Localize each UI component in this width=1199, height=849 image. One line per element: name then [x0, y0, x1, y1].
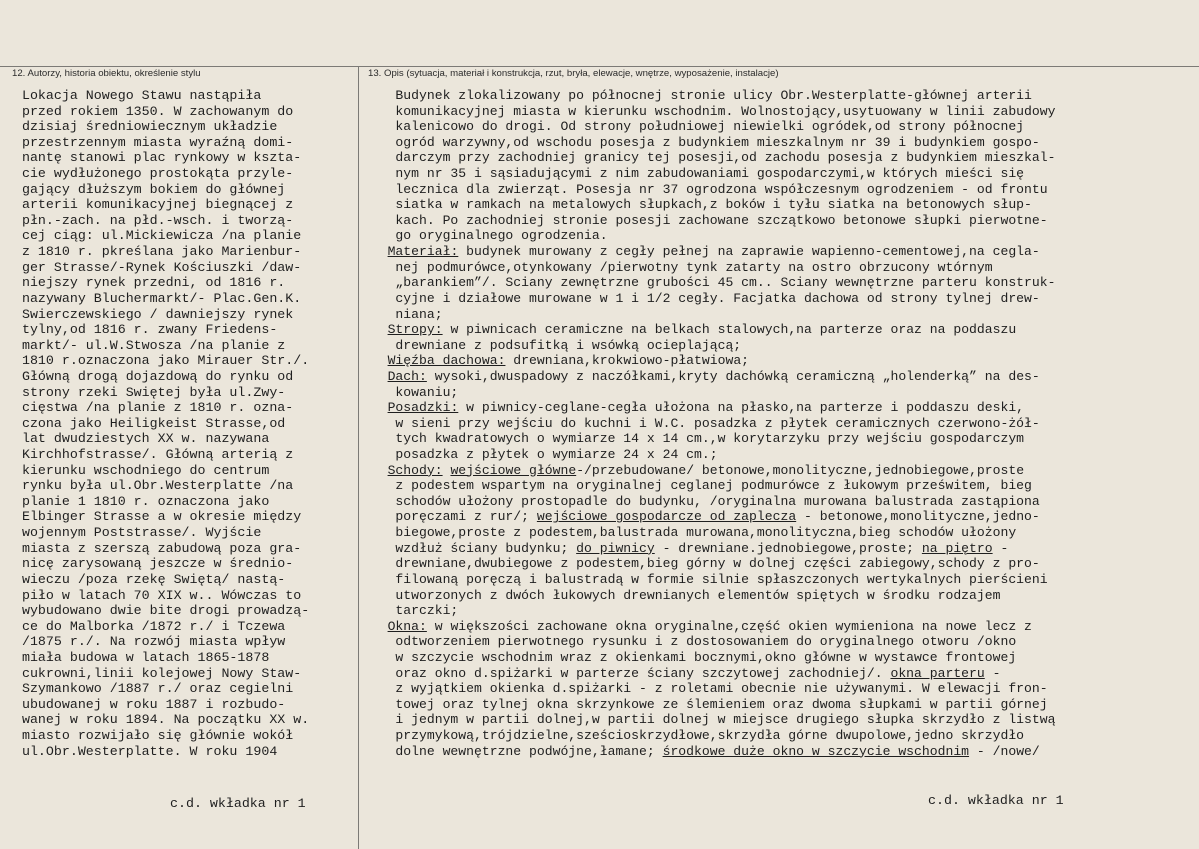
text-segment: ogród warzywny,od wschodu posesja z budynkiem mieszkalnym nr 39 i budynkiem gospo- — [364, 134, 1040, 150]
section-12-footer: c.d. wkładka nr 1 — [170, 796, 306, 811]
text-segment — [364, 353, 388, 368]
text-segment — [364, 463, 388, 478]
section-12-line: strony rzeki Swiętej była ul.Zwy- — [6, 384, 286, 400]
text-segment: wysoki,dwuspadowy z naczółkami,kryty dachówką ceramiczną „holenderką” na des- — [426, 368, 1040, 384]
section-13-line — [364, 385, 1055, 401]
section-12-line: wojennym Poststrasse/. Wyjście — [6, 525, 262, 541]
section-12-line: ul.Obr.Westerplatte. W roku 1904 — [6, 743, 278, 759]
section-12-line: rynku była ul.Obr.Westerplatte /na — [6, 478, 294, 494]
text-segment: biegowe,proste z podestem,balustrada murowana,monolityczna,bieg schodów ułożony — [364, 525, 1017, 541]
text-segment: filowaną poręczą i balustradą w formie silnie spłaszczonych wertykalnych pierścieni — [364, 571, 1048, 587]
section-12-line: Elbinger Strasse a w okresie między — [6, 509, 302, 525]
section-12-line: Lokacja Nowego Stawu nastąpiła — [6, 88, 262, 103]
text-segment: w sieni przy wejściu do kuchni i W.C. posadzka z płytek ceramicznych czerwono-żół- — [364, 415, 1040, 431]
section-12-line: wybudowano dwie bite drogi prowadzą- — [6, 603, 310, 619]
text-segment: siatka w ramkach na metalowych słupkach,z boków i tyłu siatka na betonowych słup- — [364, 197, 1032, 213]
section-13-line — [364, 619, 1055, 635]
section-13-line — [364, 197, 1055, 213]
section-12-line: cięstwa /na planie z 1810 r. ozna- — [6, 400, 294, 416]
section-12-line: cukrowni,linii kolejowej Nowy Staw- — [6, 665, 302, 681]
section-13-line — [364, 681, 1055, 697]
text-segment: w piwnicy-ceglane-cegła ułożona na płasko,na parterze i poddaszu deski, — [458, 400, 1025, 416]
section-12-line: z 1810 r. pkreślana jako Marienbur- — [6, 244, 302, 260]
section-12-line: cej ciąg: ul.Mickiewicza /na planie — [6, 228, 302, 244]
text-segment: kalenicowo do drogi. Od strony południowej niewielki ogródek,od strony północnej — [364, 119, 1025, 135]
text-segment — [364, 244, 388, 259]
text-segment: niana; — [364, 306, 443, 322]
section-12-line: nazywany Bluchermarkt/- Plac.Gen.K. — [6, 290, 302, 306]
section-12-line: przestrzennym miasta wyraźną domi- — [6, 134, 294, 150]
section-13-line — [364, 744, 1055, 760]
text-segment: nym nr 35 i sąsiadującymi z nim zabudowaniami gospodarczymi,w których mieści się — [364, 166, 1025, 182]
section-12-line: gający dłuższym bokiem do głównej — [6, 181, 286, 197]
section-12-line: wieczu /poza rzekę Swiętą/ nastą- — [6, 571, 286, 587]
section-13-line — [364, 541, 1055, 557]
section-13-line — [364, 150, 1055, 166]
text-segment — [364, 619, 388, 634]
section-12-line: ger Strasse/-Rynek Kościuszki /daw- — [6, 259, 302, 275]
text-segment: - drewniane.jednobiegowe,proste; — [654, 540, 922, 556]
section-13-line — [364, 416, 1055, 432]
text-segment — [364, 400, 388, 415]
text-segment: odtworzeniem pierwotnego rysunku i z dostosowaniem do oryginalnego otworu /okno — [364, 634, 1017, 650]
text-segment: posadzka z płytek o wymiarze 24 x 24 cm.; — [364, 447, 718, 463]
underlined-term: Materiał: — [387, 244, 459, 260]
section-12-line: miasta z szerszą zabudową poza gra- — [6, 540, 302, 556]
section-13-line — [364, 666, 1055, 682]
underlined-term: wejściowe główne — [450, 462, 577, 478]
text-segment: drewniana,krokwiowo-płatwiowa; — [505, 353, 750, 369]
text-segment: budynek murowany z cegły pełnej na zaprawie wapienno-cementowej,na cegla- — [458, 244, 1040, 260]
text-segment: tych kwadratowych o wymiarze 14 x 14 cm.,w korytarzyku przy wejściu gospodarczym — [364, 431, 1025, 447]
underlined-term: wejściowe gospodarcze od zaplecza — [536, 509, 797, 525]
text-segment: „barankiem”/. Sciany zewnętrzne grubości 45 cm.. Sciany wewnętrzne parteru konstruk- — [364, 275, 1056, 291]
section-13-line — [364, 322, 1055, 338]
underlined-term: środkowe duże okno w szczycie wschodnim — [662, 743, 970, 759]
section-12-line: nicę zarysowaną jeszcze w średnio- — [6, 556, 294, 572]
text-segment: darczym przy zachodniej granicy tej posesji,od zachodu posesja z budynkiem mieszkal- — [364, 150, 1056, 166]
section-13-line — [364, 463, 1055, 479]
text-segment: kach. Po zachodniej stronie posesji zachowane szczątkowo betonowe słupki pierwotne- — [364, 212, 1048, 228]
section-12-line: markt/- ul.W.Stwosza /na planie z — [6, 337, 286, 353]
section-13-line — [364, 447, 1055, 463]
underlined-term: Schody: — [387, 462, 443, 478]
underlined-term: Więźba dachowa: — [387, 353, 506, 369]
section-13-line — [364, 478, 1055, 494]
section-13-line — [364, 494, 1055, 510]
section-13-line — [364, 291, 1055, 307]
section-12-text — [6, 88, 309, 759]
section-13-line — [364, 556, 1055, 572]
section-12-line: płn.-zach. na płd.-wsch. i tworzą- — [6, 212, 294, 228]
section-12-line: ce do Malborka /1872 r./ i Tczewa — [6, 618, 286, 634]
section-12-line: Swierczewskiego / dawniejszy rynek — [6, 306, 294, 322]
section-12-line: /1875 r./. Na rozwój miasta wpływ — [6, 634, 286, 650]
section-13-line — [364, 634, 1055, 650]
section-13-line — [364, 338, 1055, 354]
text-segment: - betonowe,monolityczne,jedno- — [796, 509, 1040, 525]
text-segment: nej podmurówce,otynkowany /pierwotny tynk zatarty na ostro obrzucony wtórnym — [364, 259, 993, 275]
underlined-term: na piętro — [921, 540, 993, 556]
text-segment: przymykową,trójdzielne,sześcioskrzydłowe,skrzydła górne dwupolowe,jedno skrzydło — [364, 727, 1025, 743]
text-segment: cyjne i działowe murowane w 1 i 1/2 cegły. Facjatka dachowa od strony tylnej drew- — [364, 290, 1040, 306]
text-segment: - /nowe/ — [969, 743, 1040, 759]
underlined-term: Dach: — [387, 368, 427, 384]
section-13-line — [364, 88, 1055, 104]
text-segment: go oryginalnego ogrodzenia. — [364, 228, 608, 244]
text-segment: drewniane z podsufitką i wsówką ocieplającą; — [364, 337, 742, 353]
section-12-line: piło w latach 70 XIX w.. Wówczas to — [6, 587, 302, 603]
section-13-line — [364, 572, 1055, 588]
section-12-line: kierunku wschodniego do centrum — [6, 462, 270, 478]
text-segment: wzdłuż ściany budynku; — [364, 540, 577, 556]
section-13-line — [364, 400, 1055, 416]
section-13-line — [364, 307, 1055, 323]
section-13-line — [364, 509, 1055, 525]
text-segment: poręczami z rur/; — [364, 509, 537, 525]
column-divider — [358, 66, 359, 849]
section-12-line: Główną drogą dojazdową do rynku od — [6, 368, 294, 384]
text-segment: komunikacyjnej miasta w kierunku wschodnim. Wolnostojący,usytuowany w linii zabudowy — [364, 103, 1056, 119]
text-segment — [364, 369, 388, 384]
text-segment: i jednym w partii dolnej,w partii dolnej w miejsce drugiego słupka skrzydło z listwą — [364, 712, 1056, 728]
underlined-term: okna parteru — [890, 665, 985, 681]
underlined-term: Stropy: — [387, 322, 443, 338]
section-13-line — [364, 182, 1055, 198]
section-13-line — [364, 697, 1055, 713]
section-12-line: 1810 r.oznaczona jako Mirauer Str./. — [6, 353, 310, 369]
section-13-line — [364, 603, 1055, 619]
underlined-term: do piwnicy — [576, 540, 655, 556]
text-segment: Budynek zlokalizowany po północnej stronie ulicy Obr.Westerplatte-głównej arterii — [364, 88, 1032, 103]
section-12-line: miasto rozwijało się głównie wokół — [6, 727, 294, 743]
section-12-line: cie wydłużonego prostokąta przyle- — [6, 166, 294, 182]
text-segment: drewniane,dwubiegowe z podestem,bieg górny w dolnej części zabiegowy,schody z pro- — [364, 556, 1040, 572]
text-segment: towej oraz tylnej okna skrzynkowe ze ślemieniem oraz dwoma słupkami w partii górnej — [364, 696, 1048, 712]
text-segment: w szczycie wschodnim wraz z okienkami bocznymi,okno główne w wystawce frontowej — [364, 649, 1017, 665]
section-13-line — [364, 244, 1055, 260]
section-12-line: tylny,od 1816 r. zwany Friedens- — [6, 322, 278, 338]
top-rule — [0, 66, 1199, 67]
section-12-line: nantę stanowi plac rynkowy w kszta- — [6, 150, 302, 166]
section-13-footer: c.d. wkładka nr 1 — [928, 793, 1064, 808]
text-segment: kowaniu; — [364, 384, 459, 400]
section-13-line — [364, 369, 1055, 385]
text-segment: z wyjątkiem okienka d.spiżarki - z roletami obecnie nie używanymi. W elewacji fron- — [364, 681, 1048, 697]
text-segment: tarczki; — [364, 603, 459, 619]
text-segment: - — [984, 665, 1001, 681]
section-12-line: ubudowanej w roku 1887 i rozbudo- — [6, 696, 286, 712]
text-segment: dolne wewnętrzne podwójne,łamane; — [364, 743, 663, 759]
section-12-line: lat dwudziestych XX w. nazywana — [6, 431, 270, 447]
text-segment: -/przebudowane/ betonowe,monolityczne,jednobiegowe,proste — [576, 462, 1025, 478]
section-13-line — [364, 712, 1055, 728]
section-13-line — [364, 275, 1055, 291]
text-segment: w piwnicach ceramiczne na belkach stalowych,na parterze oraz na poddaszu — [442, 322, 1017, 338]
section-13-line — [364, 104, 1055, 120]
text-segment — [364, 322, 388, 337]
section-12-line: wanej w roku 1894. Na początku XX w. — [6, 712, 310, 728]
section-13-line — [364, 353, 1055, 369]
section-12-line: przed rokiem 1350. W zachowanym do — [6, 103, 294, 119]
text-segment: lecznica dla zwierząt. Posesja nr 37 ogrodzona współczesnym ogrodzeniem - od frontu — [364, 181, 1048, 197]
section-13-line — [364, 228, 1055, 244]
section-13-line — [364, 135, 1055, 151]
section-12-line: Szymankowo /1887 r./ oraz cegielni — [6, 681, 294, 697]
section-12-line: planie 1 1810 r. oznaczona jako — [6, 493, 270, 509]
section-13-line — [364, 166, 1055, 182]
section-12-line: czona jako Heiligkeist Strasse,od — [6, 415, 286, 431]
section-12-line: miała budowa w latach 1865-1878 — [6, 649, 270, 665]
text-segment: w większości zachowane okna oryginalne,część okien wymieniona na nowe lecz z — [426, 618, 1032, 634]
section-13-line — [364, 431, 1055, 447]
text-segment: utworzonych z dwóch łukowych drewnianych elementów spiętych w środku rodzajem — [364, 587, 1001, 603]
section-13-line — [364, 588, 1055, 604]
section-13-heading: 13. Opis (sytuacja, materiał i konstrukcja, rzut, bryła, elewacje, wnętrze, wyposażenie, instalacje) — [368, 68, 779, 79]
text-segment: z podestem wspartym na oryginalnej ceglanej podmurówce z łukowym prześwitem, bieg — [364, 478, 1032, 494]
underlined-term: Okna: — [387, 618, 427, 634]
section-13-line — [364, 650, 1055, 666]
section-13-line — [364, 525, 1055, 541]
underlined-term: Posadzki: — [387, 400, 459, 416]
text-segment: schodów ułożony prostopadle do budynku, /oryginalna murowana balustrada zastąpiona — [364, 493, 1040, 509]
text-segment: - — [992, 540, 1009, 556]
section-12-line: Kirchhofstrasse/. Główną arterią z — [6, 447, 294, 463]
section-12-line: arterii komunikacyjnej biegnącej z — [6, 197, 294, 213]
text-segment: oraz okno d.spiżarki w parterze ściany szczytowej zachodniej/. — [364, 665, 891, 681]
section-13-line — [364, 213, 1055, 229]
section-12-line: dzisiaj średniowiecznym układzie — [6, 119, 278, 135]
section-12-line: niejszy rynek przedni, od 1816 r. — [6, 275, 286, 291]
section-13-line — [364, 260, 1055, 276]
section-12-heading: 12. Autorzy, historia obiektu, określenie stylu — [12, 68, 201, 79]
section-13-line — [364, 728, 1055, 744]
section-13-text — [364, 88, 1055, 759]
section-13-line — [364, 119, 1055, 135]
